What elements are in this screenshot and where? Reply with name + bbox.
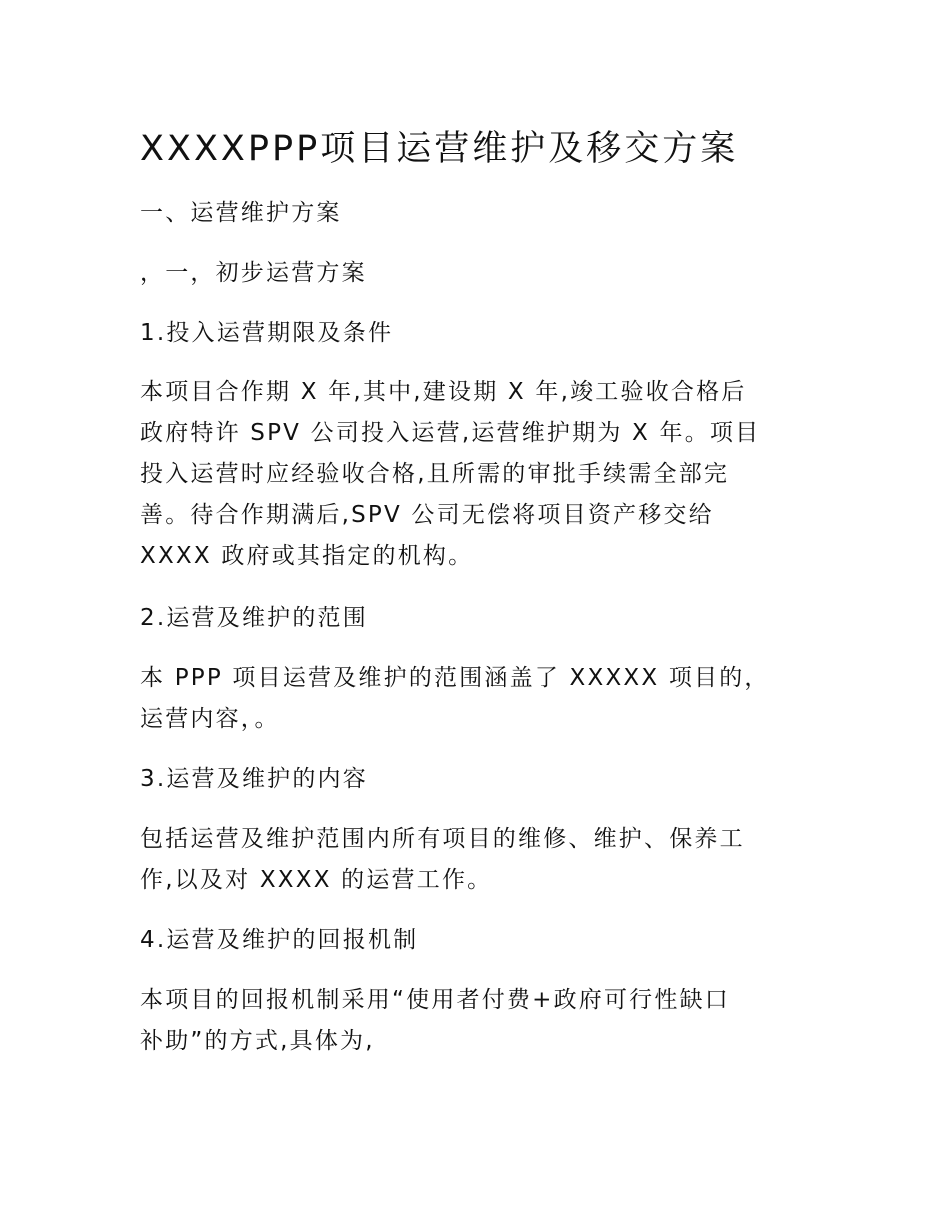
- item-4-heading: 4.运营及维护的回报机制: [140, 927, 419, 953]
- item-3-heading: 3.运营及维护的内容: [140, 766, 368, 792]
- item-1-heading: 1.投入运营期限及条件: [140, 320, 394, 346]
- document-page: [140, 0, 820, 1230]
- paragraph-line: 运营内容，。: [140, 706, 280, 732]
- paragraph-line: XXXX 政府或其指定的机构。: [140, 543, 474, 569]
- paragraph-line: 政府特许 SPV 公司投入运营,运营维护期为 X 年。项目: [140, 420, 761, 446]
- paragraph-line: 作,以及对 XXXX 的运营工作。: [140, 867, 493, 893]
- paragraph-line: 善。待合作期满后,SPV 公司无偿将项目资产移交给: [140, 502, 714, 528]
- paragraph-line: 补助”的方式,具体为,: [140, 1028, 375, 1054]
- item-3-paragraph: [140, 819, 820, 901]
- subsection-heading: ，一，初步运营方案: [140, 260, 367, 286]
- paragraph-line: 本 PPP 项目运营及维护的范围涵盖了 XXXXX 项目的，: [140, 665, 770, 691]
- section-heading: 一、运营维护方案: [140, 200, 342, 226]
- paragraph-line: 本项目合作期 X 年,其中,建设期 X 年,竣工验收合格后: [140, 379, 747, 405]
- item-4-paragraph: [140, 980, 820, 1062]
- paragraph-line: 投入运营时应经验收合格,且所需的审批手续需全部完: [140, 461, 730, 487]
- item-1-paragraph: [140, 372, 820, 577]
- paragraph-line: 包括运营及维护范围内所有项目的维修、维护、保养工: [140, 826, 745, 852]
- document-title: XXXXPPP项目运营维护及移交方案: [140, 129, 739, 169]
- item-2-heading: 2.运营及维护的范围: [140, 605, 368, 631]
- item-2-paragraph: [140, 658, 820, 740]
- paragraph-line: 本项目的回报机制采用“使用者付费+政府可行性缺口: [140, 987, 730, 1013]
